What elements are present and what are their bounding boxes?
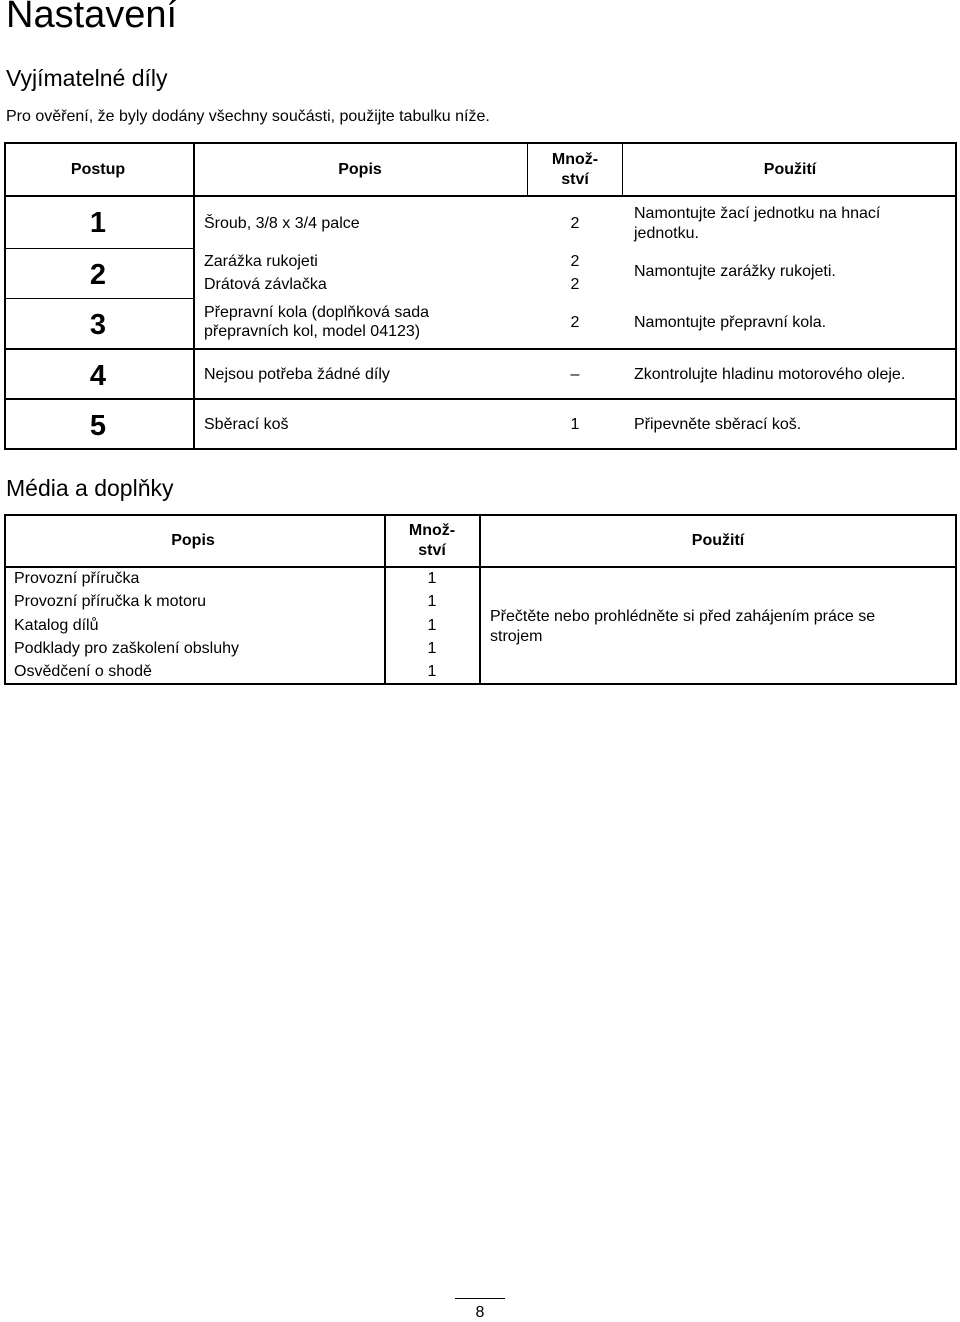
table-border-left: [4, 142, 6, 450]
header-quantity-line1: Množ-: [551, 151, 599, 168]
part-description: Šroub, 3/8 x 3/4 palce: [204, 215, 360, 232]
part-description: Sběrací koš: [204, 416, 289, 433]
step-number: 1: [89, 207, 107, 239]
media-item-quantity: 1: [427, 640, 437, 657]
column-divider: [527, 142, 528, 196]
part-quantity: 2: [570, 314, 580, 331]
loose-parts-heading: Vyjímatelné díly: [6, 65, 168, 91]
media-item-description: Provozní příručka k motoru: [14, 593, 207, 610]
part-quantity: 2: [570, 253, 580, 270]
table-border-bottom: [4, 448, 957, 450]
step-number: 2: [89, 259, 107, 291]
part-use: Připevněte sběrací koš.: [634, 416, 802, 433]
table-border-right: [955, 514, 957, 685]
page-number: 8: [475, 1304, 485, 1321]
media-use: Přečtěte nebo prohlédněte si před zahájením práce se strojem: [490, 608, 876, 645]
part-description: Nejsou potřeba žádné díly: [204, 366, 390, 383]
part-quantity: 2: [570, 215, 580, 232]
header-use: Použití: [691, 532, 745, 549]
header-use: Použití: [763, 161, 817, 178]
part-quantity: 2: [570, 276, 580, 293]
header-description: Popis: [171, 532, 215, 549]
header-quantity-line2: ství: [561, 171, 589, 188]
media-item-quantity: 1: [427, 663, 437, 680]
part-description: Přepravní kola (doplňková sada: [204, 304, 430, 321]
media-item-description: Provozní příručka: [14, 570, 140, 587]
loose-parts-intro: Pro ověření, že byly dodány všechny součásti, použijte tabulku níže.: [6, 108, 490, 125]
part-use: Namontujte zarážky rukojeti.: [634, 263, 836, 280]
media-item-description: Osvědčení o shodě: [14, 663, 152, 680]
header-quantity-line2: ství: [418, 542, 446, 559]
table-border-right: [955, 142, 957, 450]
column-divider: [622, 142, 623, 196]
table-header-rule: [4, 195, 957, 197]
column-divider: [193, 142, 195, 450]
media-item-description: Podklady pro zaškolení obsluhy: [14, 640, 240, 657]
part-use: Zkontrolujte hladinu motorového oleje.: [634, 366, 906, 383]
media-item-quantity: 1: [427, 617, 437, 634]
part-quantity: –: [570, 366, 580, 383]
step-number: 4: [89, 360, 107, 392]
row-separator: [4, 248, 194, 249]
row-separator: [4, 298, 194, 299]
table-border-left: [4, 514, 6, 685]
header-step: Postup: [70, 161, 126, 178]
media-item-quantity: 1: [427, 570, 437, 587]
row-separator: [4, 348, 957, 350]
column-divider: [479, 514, 481, 685]
media-heading: Média a doplňky: [6, 475, 174, 501]
media-item-description: Katalog dílů: [14, 617, 99, 634]
page-number-rule: [455, 1298, 505, 1299]
part-use: Namontujte žací jednotku na hnací jednotku.: [634, 205, 881, 242]
row-separator: [4, 398, 957, 400]
header-quantity-line1: Množ-: [408, 522, 456, 539]
step-number: 5: [89, 410, 107, 442]
step-number: 3: [89, 309, 107, 341]
part-quantity: 1: [570, 416, 580, 433]
media-item-quantity: 1: [427, 593, 437, 610]
column-divider: [384, 514, 386, 685]
table-border-top: [4, 142, 957, 144]
part-description: Zarážka rukojeti: [204, 253, 318, 270]
page-title: Nastavení: [6, 0, 178, 36]
part-use: Namontujte přepravní kola.: [634, 314, 827, 331]
header-description: Popis: [338, 161, 382, 178]
part-description: Drátová závlačka: [204, 276, 327, 293]
part-description: přepravních kol, model 04123): [204, 323, 421, 340]
